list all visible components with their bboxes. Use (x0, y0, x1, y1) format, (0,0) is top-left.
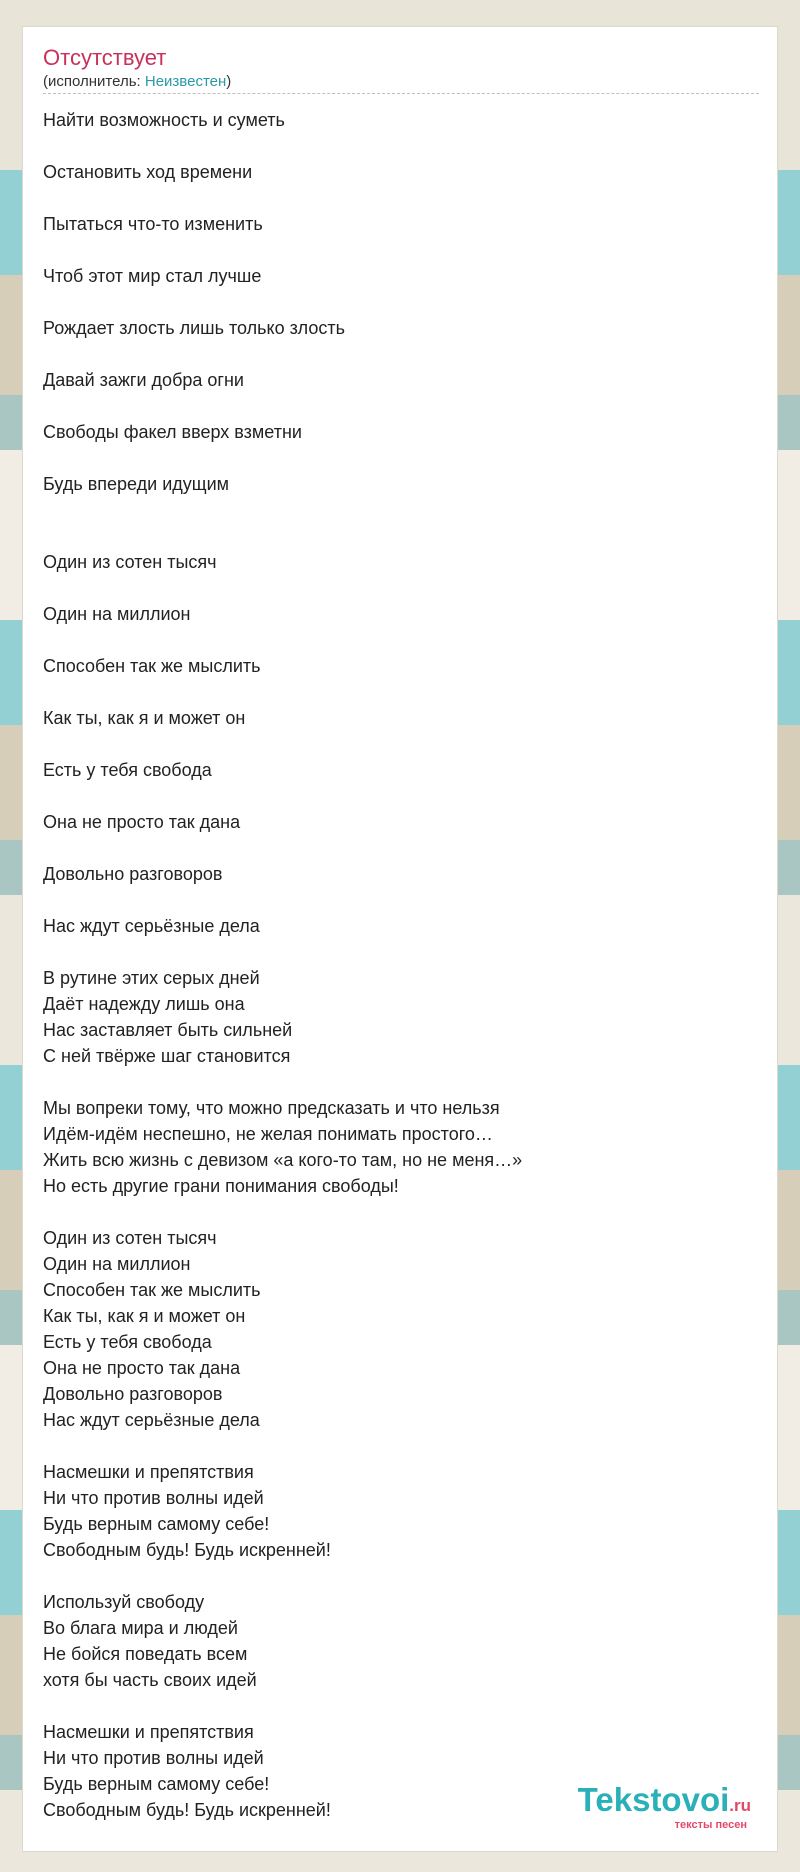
lyrics-line: Способен так же мыслить (43, 1280, 261, 1300)
lyrics-gap (43, 523, 759, 549)
lyrics-line: Как ты, как я и может он (43, 1306, 246, 1326)
lyrics-gap (43, 835, 759, 861)
artist-suffix: ) (226, 73, 232, 90)
lyrics-line: Остановить ход времени (43, 162, 253, 182)
lyrics-line: Она не просто так дана (43, 812, 241, 832)
lyrics-line: Ни что против волны идей (43, 1488, 264, 1508)
lyrics-line: Насмешки и препятствия (43, 1462, 254, 1482)
lyrics-gap (43, 1693, 759, 1719)
lyrics-gap (43, 341, 759, 367)
lyrics-line: Есть у тебя свобода (43, 1332, 212, 1352)
lyrics-line: Пытаться что-то изменить (43, 214, 263, 234)
lyrics-line: Жить всю жизнь с девизом «а кого-то там, но не меня…» (43, 1150, 523, 1170)
lyrics-line: Свободным будь! Будь искренней! (43, 1540, 331, 1560)
lyrics-card (22, 26, 778, 1852)
artist-link[interactable]: Неизвестен (144, 73, 227, 90)
lyrics-gap (43, 1069, 759, 1095)
lyrics-line: Будь верным самому себе! (43, 1774, 270, 1794)
logo-tld: .ru (729, 1796, 751, 1815)
lyrics-gap (43, 497, 759, 523)
lyrics-line: Есть у тебя свобода (43, 760, 212, 780)
lyrics-gap (43, 887, 759, 913)
lyrics-gap (43, 1433, 759, 1459)
logo-name: Tekstovoi (577, 1781, 730, 1818)
logo-tagline: тексты песен (674, 1819, 747, 1831)
title-divider (43, 93, 759, 94)
lyrics-gap (43, 133, 759, 159)
lyrics-gap (43, 783, 759, 809)
lyrics-gap (43, 679, 759, 705)
lyrics-line: Давай зажги добра огни (43, 370, 244, 390)
lyrics-line: Один из сотен тысяч (43, 1228, 217, 1248)
lyrics-line: хотя бы часть своих идей (43, 1670, 257, 1690)
lyrics-line: Способен так же мыслить (43, 656, 261, 676)
lyrics-gap (43, 939, 759, 965)
lyrics-line: Один из сотен тысяч (43, 552, 217, 572)
lyrics-gap (43, 289, 759, 315)
lyrics-line: Свободным будь! Будь искренней! (43, 1800, 331, 1820)
lyrics-gap (43, 731, 759, 757)
lyrics-gap (43, 185, 759, 211)
artist-line (43, 73, 231, 90)
lyrics-line: Используй свободу (43, 1592, 205, 1612)
lyrics-line: Нас ждут серьёзные дела (43, 916, 260, 936)
lyrics-gap (43, 1563, 759, 1589)
lyrics-line: Будь впереди идущим (43, 474, 230, 494)
lyrics-line: Идём-идём неспешно, не желая понимать простого… (43, 1124, 493, 1144)
lyrics-line: Рождает злость лишь только злость (43, 318, 346, 338)
site-logo[interactable] (577, 1781, 751, 1831)
lyrics-line: Довольно разговоров (43, 1384, 223, 1404)
lyrics-line: Один на миллион (43, 1254, 191, 1274)
lyrics-line: Найти возможность и суметь (43, 110, 285, 130)
lyrics-line: Свободы факел вверх взметни (43, 422, 302, 442)
lyrics-line: Чтоб этот мир стал лучше (43, 266, 262, 286)
lyrics-line: Но есть другие грани понимания свободы! (43, 1176, 399, 1196)
lyrics-line: Во блага мира и людей (43, 1618, 238, 1638)
song-title: Отсутствует (43, 45, 167, 70)
lyrics-line: Мы вопреки тому, что можно предсказать и что нельзя (43, 1098, 500, 1118)
lyrics-gap (43, 237, 759, 263)
lyrics-line: Даёт надежду лишь она (43, 994, 245, 1014)
lyrics-gap (43, 627, 759, 653)
lyrics-line: Не бойся поведать всем (43, 1644, 248, 1664)
lyrics-line: Как ты, как я и может он (43, 708, 246, 728)
lyrics-line: Будь верным самому себе! (43, 1514, 270, 1534)
lyrics-gap (43, 575, 759, 601)
lyrics-line: Один на миллион (43, 604, 191, 624)
lyrics-line: Насмешки и препятствия (43, 1722, 254, 1742)
lyrics-line: Она не просто так дана (43, 1358, 241, 1378)
lyrics-line: Довольно разговоров (43, 864, 223, 884)
lyrics-gap (43, 1199, 759, 1225)
artist-prefix: (исполнитель: (43, 73, 145, 90)
lyrics-line: В рутине этих серых дней (43, 968, 260, 988)
lyrics-line: Нас ждут серьёзные дела (43, 1410, 260, 1430)
lyrics-gap (43, 445, 759, 471)
lyrics-line: Ни что против волны идей (43, 1748, 264, 1768)
lyrics-line: С ней твёрже шаг становится (43, 1046, 291, 1066)
lyrics-text (43, 107, 759, 1823)
lyrics-line: Нас заставляет быть сильней (43, 1020, 293, 1040)
lyrics-gap (43, 393, 759, 419)
